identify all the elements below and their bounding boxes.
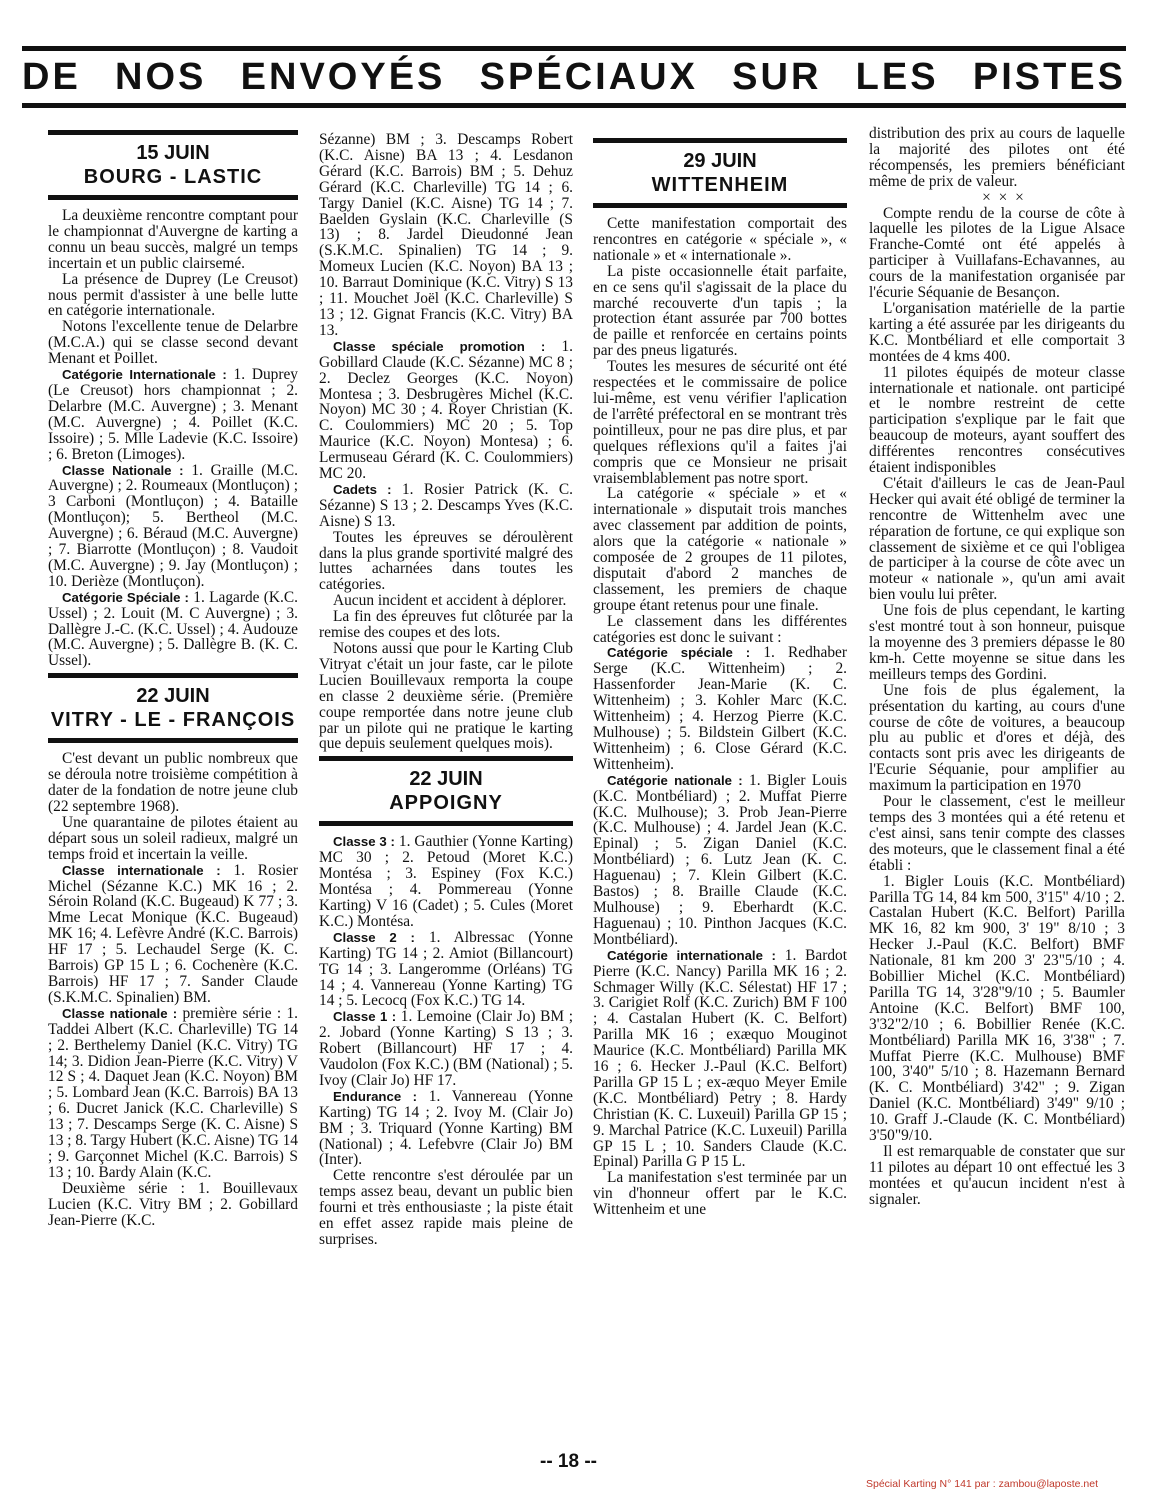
category-label: Classe 1 : (333, 1009, 397, 1025)
paragraph: Sézanne) BM ; 3. Descamps Robert (K.C. Aisne) BA 13 ; 4. Lesdanon Gérard (K.C. Barrois) BM ; 5. Dehuz Gérard (K.C. Charleville) TG 14 ; 6. Targy Daniel (K.C. Aisne) TG 14 ; 7. Baelden Gyslain (K.C. Charleville (S 13) ; 8. Jardel Dieudonné Jean (S.K.M.C. Spinalien) TG 14 ; 9. Momeux Lucien (K.C. Noyon) BA 13 ; 10. Barraut Dominique (K.C. Vitry) S 13 ; 11. Mouchet Joël (K.C. Charleville) S 13 ; 12. Gignat Francis (K.C. Vitry) BA 13. (319, 131, 573, 339)
category-label: Classe spéciale promotion : (333, 338, 546, 354)
category-label: Catégorie spéciale : (607, 645, 751, 661)
category-label: Endurance : (333, 1088, 418, 1104)
paragraph: La deuxième rencontre comptant pour le championnat d'Auvergne de karting a connu un beau succès, malgré un temps incertain et un public clairsemé. (48, 207, 298, 272)
results-text: 1. Rosier Michel (Sézanne K.C.) MK 16 ; 2. Séroin Roland (K.C. Bugeaud) K 77 ; 3. Mme Lecat Monique (K.C. Bugeaud) MK 16; 4. Lefèvre André (K.C. Barrois) HF 17 ; 5. Lechaudel Serge (K. C. Barrois) GP 15 L ; 6. Cochenère (K.C. Barrois) HF 17 ; 7. Sander Claude (S.K.M.C. Spinalien) BM. (48, 861, 298, 1006)
category-label: Catégorie Spéciale : (62, 589, 189, 605)
category-label: Catégorie nationale : (607, 772, 743, 788)
section-place: WITTENHEIM (651, 174, 789, 196)
paragraph: La catégorie « spéciale » et « internationale » disputait trois manches avec classement par addition de points, alors que la catégorie « nationale » composée de 2 groupes de 11 pilotes, disputait d'abord 2 manches de classement, les premiers de chaque groupe étant retenus pour une finale. (593, 485, 847, 614)
category-label: Classe nationale : (62, 1005, 178, 1021)
section-header-vitry (48, 673, 298, 743)
results-text: 1. Bigler Louis (K.C. Montbéliard) ; 2. Muffat Pierre (K.C. Mulhouse); 3. Prob Jean-Pierre (K.C. Mulhouse) ; 4. Jardel Jean (K.C. Epinal) ; 5. Zigan Daniel (K.C. Montbéliard) ; 6. Lutz Jean (K. C. Haguenau) ; 7. Klein Gilbert (K.C. Bastos) ; 8. Braille Claude (K.C. Mulhouse) ; 9. Eberhardt (K.C. Haguenau) ; 10. Pinthon Jacques (K.C. Montbéliard). (593, 771, 847, 948)
results-text: 1. Gobillard Claude (K.C. Sézanne) MC 8 ; 2. Declez Georges (K.C. Noyon) Montesa ; 3. Desbrugères Michel (K.C. Noyon) MC 30 ; 4. Royer Christian (K. C. Coulommiers) MC 20 ; 5. Top Maurice (K.C. Noyon) Montesa) ; 6. Lermuseau Gérard (K. C. Coulommiers) MC 20. (319, 337, 573, 483)
results-text: 1. Lagarde (K.C. Ussel) ; 2. Louit (M. C Auvergne) ; 3. Dallègre J.-C. (K.C. Ussel) ; 4. Audouze (M.C. Auvergne) ; 5. Dallègre B. (K. C. Ussel). (48, 588, 298, 670)
paragraph: Toutes les épreuves se déroulèrent dans la plus grande sportivité malgré des luttes acharnées dans toutes les catégories. (319, 528, 573, 594)
column-2 (319, 132, 573, 1248)
results-text: 1. Rosier Patrick (K. C. Sézanne) S 13 ; 2. Descamps Yves (K.C. Aisne) S 13. (319, 480, 573, 530)
banner-title: DE NOS ENVOYÉS SPÉCIAUX SUR LES PISTES (22, 56, 1126, 98)
paragraph: Toutes les mesures de sécurité ont été respectées et le commissaire de police lui-même, est venu vérifier l'aplication de l'arrêté préfectoral en se montrant très pointilleux, pour ne pas dire plus, et par quelques réflexions qu'il a faites j'ai compris que ce Monsieur ne prisait vraisemblablement pas notre sport. (593, 358, 847, 487)
section-place: VITRY - LE - FRANÇOIS (50, 709, 296, 732)
results-paragraph (48, 463, 298, 590)
results-paragraph (319, 1089, 573, 1169)
paragraph: 11 pilotes équipés de moteur classe internationale et nationale. ont participé et le nombre restreint de cette participation s'explique par le fait que beaucoup de moteurs, ayant souffert des différentes rencontres consécutives étaient indisponibles (869, 363, 1125, 477)
column-1 (48, 126, 298, 1228)
results-paragraph (319, 834, 573, 929)
results-paragraph: 1. Bigler Louis (K.C. Montbéliard) Parilla TG 14, 84 km 500, 3'15" 4/10 ; 2. Castalan Hubert (K.C. Belfort) Parilla MK 16, 82 km 900, 3' 19" 8/10 ; 3 Hecker J.-Paul (K.C. Belfort) BMF Nationale, 81 km 200 3' 23"5/10 ; 4. Bobillier Michel (K.C. Montbéliard) Parilla TG 14, 3'28"9/10 ; 5. Baumler Antoine (K.C. Belfort) BMF 100, 3'32"2/10 ; 6. Bobillier Renée (K.C. Montbéliard) Parilla MK 16, 3'38" ; 7. Muffat Pierre (K.C. Mulhouse) BMF 100, 3'40" 5/10 ; 8. Hazemann Bernard (K. C. Montbéliard) 3'42" ; 9. Zigan Daniel (K.C. Montbéliard) 3'49" 9/10 ; 10. Graff J.-Claude (K. C. Montbéliard) 3'50"9/10. (869, 872, 1125, 1145)
section-header-wittenheim (593, 138, 847, 208)
results-paragraph (319, 930, 573, 1010)
results-text: 1. Gauthier (Yonne Karting) MC 30 ; 2. Petoud (Moret K.C.) Montésa ; 3. Espiney (Fox K.C.) Montésa ; 4. Pommereau (Yonne Karting) V 16 (Cadet) ; 5. Cules (Moret K.C.) Montésa. (319, 833, 573, 930)
paragraph: La fin des épreuves fut clôturée par la remise des coupes et des lots. (319, 608, 573, 642)
column-4 (869, 126, 1125, 1208)
paragraph: Le classement dans les différentes catégories est donc le suivant : (593, 612, 847, 646)
category-label: Catégorie internationale : (607, 947, 776, 963)
results-text: 1. Redhaber Serge (K.C. Wittenheim) ; 2. Hassenforder Jean-Marie (K. C. Wittenheim) ; 3. Kohler Marc (K.C. Wittenheim) ; 4. Herzog Pierre (K.C. Mulhouse) ; 5. Bildstein Gilbert (K.C. Wittenheim) ; 6. Close Gérard (K.C. Wittenheim). (593, 644, 847, 773)
results-text: 1. Albressac (Yonne Karting) TG 14 ; 2. Amiot (Billancourt) TG 14 ; 3. Langeromme (Orléans) TG 14 ; 4. Vannereau (Yonne Karting) TG 14 ; 5. Lecocq (Fox K.C.) TG 14. (319, 928, 573, 1010)
section-header-bourg (48, 130, 298, 200)
section-place: BOURG - LASTIC (83, 166, 263, 188)
results-paragraph (319, 1009, 573, 1089)
section-date: 22 JUIN (136, 685, 210, 708)
column-3 (593, 134, 847, 1218)
page-number: -- 18 -- (540, 1451, 597, 1472)
section-place: APPOIGNY (389, 792, 503, 815)
paragraph: Notons l'excellente tenue de Delarbre (M.C.A.) qui se classe second devant Menant et Poillet. (48, 318, 298, 368)
results-paragraph (48, 367, 298, 462)
section-date: 15 JUIN (136, 142, 210, 164)
section-date: 29 JUIN (683, 150, 757, 172)
paragraph: distribution des prix au cours de laquelle la majorité des pilotes ont été récompensés, les premiers bénéficiant même de prix de valeur. (869, 125, 1125, 190)
paragraph: Une quarantaine de pilotes étaient au départ sous un soleil radieux, malgré un temps froid et incertain la veille. (48, 813, 298, 863)
paragraph: Cette rencontre s'est déroulée par un temps assez beau, devant un public bien fourni et très enthousiaste ; la piste était en effet assez rapide mais pleine de surprises. (319, 1167, 573, 1248)
paragraph: L'organisation matérielle de la partie karting a été assurée par les dirigeants du K.C. Montbéliard et elle comportait 3 montées de 4 kms 400. (869, 299, 1125, 365)
results-text: première série : 1. Taddei Albert (K.C. Charleville) TG 14 ; 2. Berthelemy Daniel (K.C. Vitry) TG 14; 3. Didion Jean-Pierre (K.C. Vitry) V 12 S ; 4. Daquet Jean (K.C. Noyon) BM ; 5. Lombard Jean (K.C. Barrois) BA 13 ; 6. Ducret Janick (K.C. Charleville) S 13 ; 7. Descamps Serge (K. C. Aisne) S 13 ; 8. Targy Hubert (K.C. Aisne) TG 14 ; 9. Garçonnet Michel (K.C. Barrois) S 13 ; 10. Bardy Alain (K.C. (48, 1004, 298, 1181)
results-text: 1. Vannereau (Yonne Karting) TG 14 ; 2. Ivoy M. (Clair Jo) BM ; 3. Triquard (Yonne Karting) BM (National) ; 4. Lefebvre (Clair Jo) BM (Inter). (319, 1087, 573, 1169)
results-text: 1. Lemoine (Clair Jo) BM ; 2. Jobard (Yonne Karting) S 13 ; 3. Robert (Billancourt) HF 17 ; 4. Vaudolon (Fox K.C.) (BM (National) ; 5. Ivoy (Clair Jo) HF 17. (319, 1008, 573, 1089)
results-text: 1. Duprey (Le Creusot) hors championnat ; 2. Delarbre (M.C. Auvergne) ; 3. Menant (M.C. Auvergne) ; 4. Poillet (K.C. Issoire) ; 5. Mlle Ladevie (K.C. Issoire) ; 6. Breton (Limoges). (48, 366, 298, 463)
section-header-appoigny (319, 756, 573, 826)
paragraph: Deuxième série : 1. Bouillevaux Lucien (K.C. Vitry BM ; 2. Gobillard Jean-Pierre (K.C. (48, 1179, 298, 1229)
paragraph: C'était d'ailleurs le cas de Jean-Paul Hecker qui avait été obligé de terminer la rencontre de Wittenhelm avec une réparation de fortune, ce qui explique son classement de sixième et ce qui l'obligea de participer à la course de côte avec un moteur « nationale », qu'un ami avait bien voulu lui prêter. (869, 474, 1125, 604)
paragraph: Une fois de plus cependant, le karting s'est montré tout à son honneur, puisque la moyenne des 3 premiers dépasse le 80 km-h. Cette moyenne se situe dans les meilleurs temps des Gordini. (869, 602, 1125, 683)
paragraph: Compte rendu de la course de côte à laquelle les pilotes de la Ligue Alsace Franche-Comté ont été appelés à participer à Vuillafans-Echavannes, au cours de la manifestation organisée par l'écurie Séquanie de Besançon. (869, 204, 1125, 302)
category-label: Classe 2 : (333, 929, 415, 945)
results-paragraph (593, 773, 847, 948)
paragraph: Cette manifestation comportait des rencontres en catégorie « spéciale », « nationale » et « internationale ». (593, 215, 847, 264)
footer-credit: Spécial Karting N° 141 par : zambou@laposte.net (866, 1478, 1098, 1490)
results-paragraph (319, 339, 573, 482)
results-paragraph (48, 590, 298, 670)
category-label: Classe internationale : (62, 862, 221, 878)
results-paragraph (593, 948, 847, 1171)
results-paragraph (48, 1006, 298, 1181)
results-paragraph (319, 482, 573, 530)
section-date: 22 JUIN (409, 768, 483, 791)
paragraph: C'est devant un public nombreux que se déroula notre troisième compétition à dater de la fondation de notre jeune club (22 septembre 1968). (48, 750, 298, 815)
paragraph: Il est remarquable de constater que sur 11 pilotes au départ 10 ont effectué les 3 montées et qu'aucun incident n'est à signaler. (869, 1143, 1125, 1208)
paragraph: La manifestation s'est terminée par un vin d'honneur offert par le K.C. Wittenheim et une (593, 1169, 847, 1219)
category-label: Cadets : (333, 481, 392, 497)
category-label: Classe Nationale : (62, 462, 184, 478)
results-paragraph (593, 645, 847, 772)
results-text: 1. Bardot Pierre (K.C. Nancy) Parilla MK 16 ; 2. Schmager Willy (K.C. Sélestat) HF 17 ; 3. Carigiet Rolf (K.C. Zurich) BM F 100 ; 4. Castalan Hubert (K. C. Belfort) Parilla MK 16 ; exæquo Mouginot Maurice (K.C. Montbéliard) Parilla MK 16 ; 6. Hecker J.-Paul (K.C. Belfort) Parilla GP 15 L ; ex-æquo Meyer Emile (K.C. Montbéliard) Petry ; 8. Hardy Christian (K. C. Luxeuil) Parilla GP 15 ; 9. Marchal Patrice (K.C. Luxeuil) Parilla GP 15 L ; 10. Sanders Claude (K.C. Epinal) Parilla G P 15 L. (593, 946, 847, 1171)
paragraph: Notons aussi que pour le Karting Club Vitryat c'était un jour faste, car le pilote Lucien Bouillevaux remporta la coupe en classe 2 deuxième série. (Première coupe remportée dans notre jeune club par un pilote qui ne pratique le karting que depuis seulement quelques mois). (319, 640, 573, 753)
category-label: Classe 3 : (333, 834, 395, 850)
paragraph: La présence de Duprey (Le Creusot) nous permit d'assister à une belle lutte en catégorie internationale. (48, 270, 298, 320)
paragraph: Pour le classement, c'est le meilleur temps des 3 montées qui a été retenu et c'est ainsi, sans tenir compte des classes des moteurs, que le classement final a été établi : (869, 793, 1125, 874)
paragraph: La piste occasionnelle était parfaite, en ce sens qu'il s'agissait de la place du marché recouverte d'un tapis ; la protection étant assurée par 700 bottes de paille et renforcée en certains points par des pneus ligaturés. (593, 262, 847, 360)
results-text: 1. Graille (M.C. Auvergne) ; 2. Roumeaux (Montluçon) ; 3 Carboni (Montluçon) ; 4. Bataille (Montluçon); 5. Bertheol (M.C. Auvergne) ; 6. Béraud (M.C. Auvergne) ; 7. Biarrotte (Montluçon) ; 8. Vaudoit (M.C. Auvergne) ; 9. Jay (Montluçon) ; 10. Derièze (Montluçon). (48, 461, 298, 590)
results-paragraph (48, 863, 298, 1006)
page-banner (22, 46, 1126, 108)
section-separator: × × × (982, 188, 1026, 206)
paragraph: Une fois de plus également, la présentation du karting, au cours d'une course de côte de voitures, a beaucoup plu au public et d'ores et déjà, des contacts sont pris avec les dirigeants de l'Ecurie Séquanie, pour amplifier au maximum la participation en 1970 (869, 681, 1125, 795)
paragraph: Aucun incident et accident à déplorer. (333, 592, 567, 610)
category-label: Catégorie Internationale : (62, 367, 227, 383)
